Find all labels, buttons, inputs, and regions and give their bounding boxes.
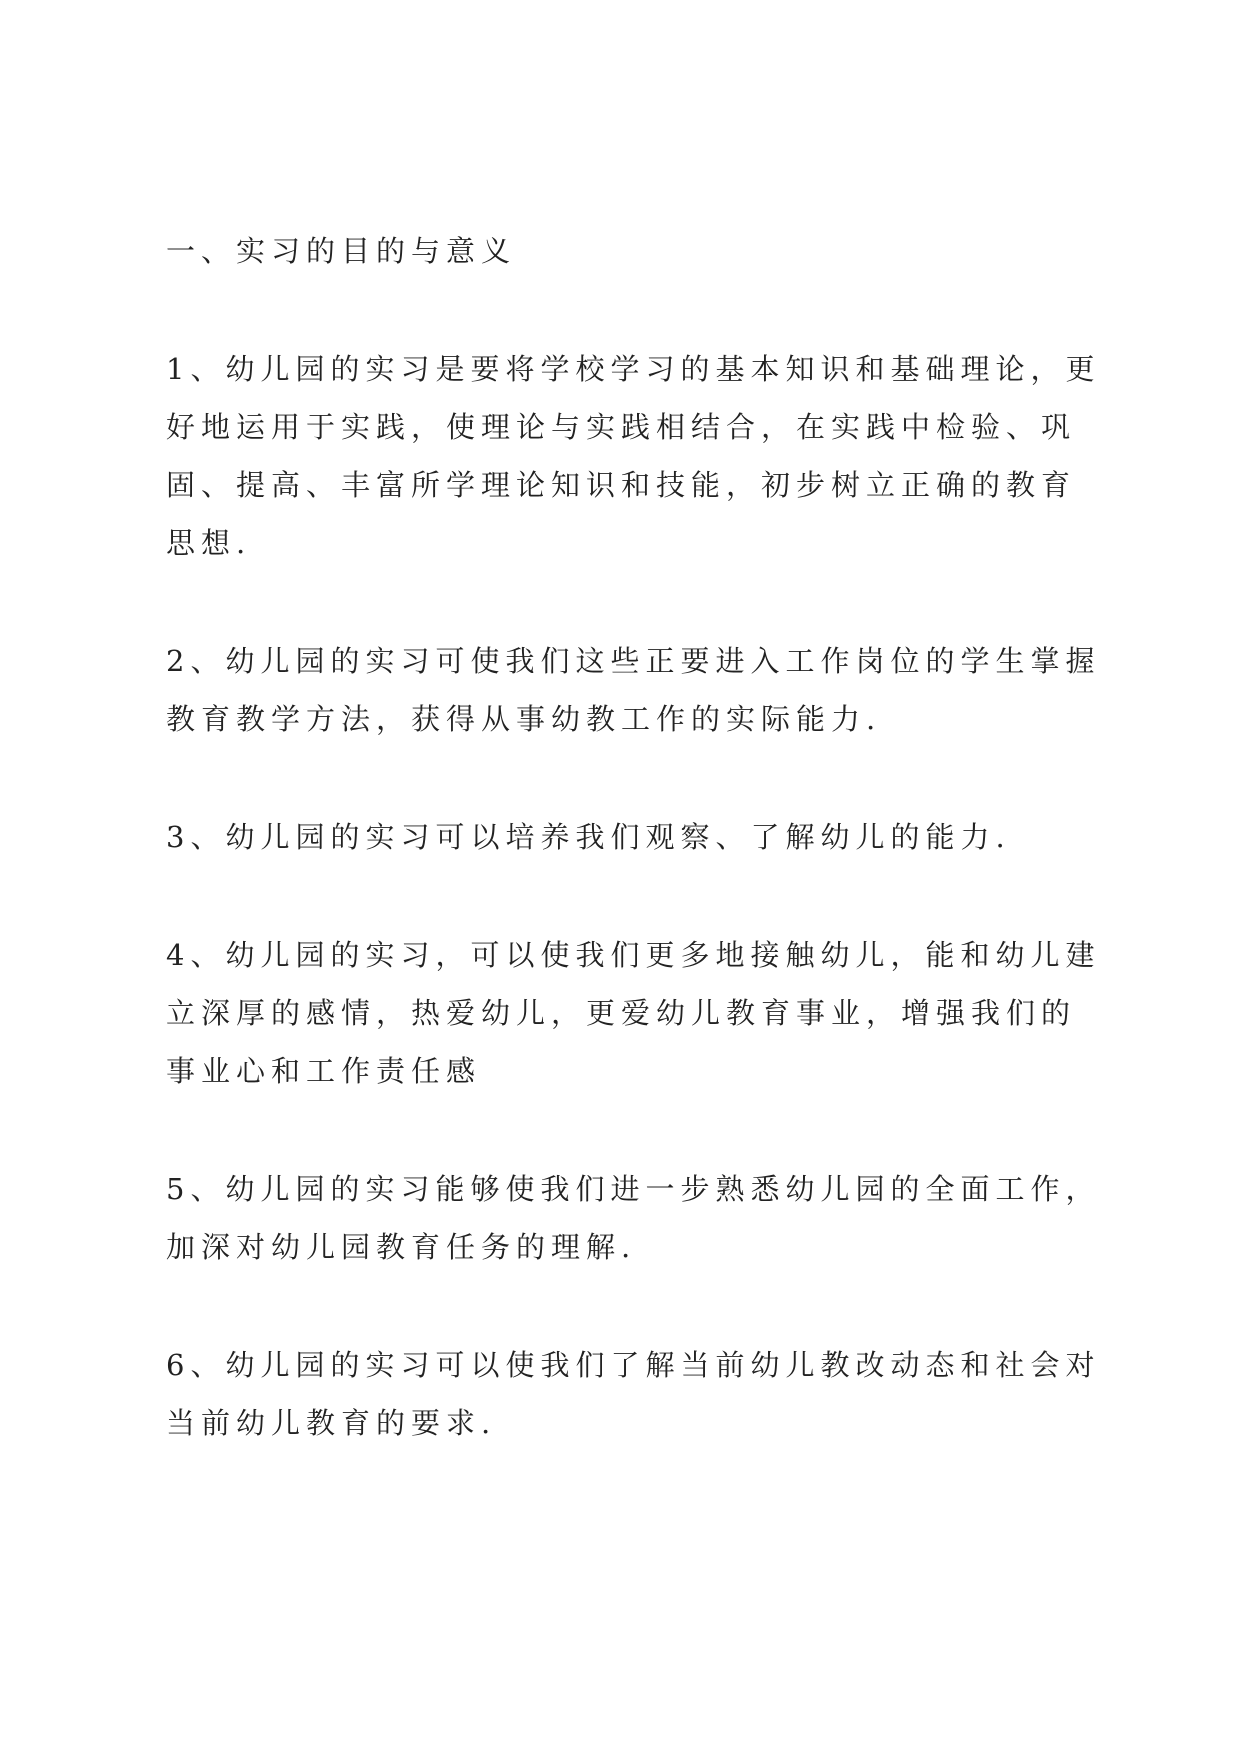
paragraph-4: 4、幼儿园的实习，可以使我们更多地接触幼儿，能和幼儿建立深厚的感情，热爱幼儿，更爱幼儿教育事业，增强我们的事业心和工作责任感 (166, 938, 1101, 1088)
paragraph-3: 3、幼儿园的实习可以培养我们观察、了解幼儿的能力. (166, 820, 1011, 854)
paragraph-5: 5、幼儿园的实习能够使我们进一步熟悉幼儿园的全面工作，加深对幼儿园教育任务的理解. (166, 1172, 1101, 1264)
paragraph-2: 2、幼儿园的实习可使我们这些正要进入工作岗位的学生掌握教育教学方法，获得从事幼教工作的实际能力. (166, 644, 1101, 736)
paragraph-6: 6、幼儿园的实习可以使我们了解当前幼儿教改动态和社会对当前幼儿教育的要求. (166, 1348, 1101, 1440)
section-heading: 一、实习的目的与意义 (166, 234, 517, 268)
paragraph-1: 1、幼儿园的实习是要将学校学习的基本知识和基础理论，更好地运用于实践，使理论与实践相结合，在实践中检验、巩固、提高、丰富所学理论知识和技能，初步树立正确的教育思想. (166, 352, 1101, 560)
document-body (166, 222, 1106, 1452)
